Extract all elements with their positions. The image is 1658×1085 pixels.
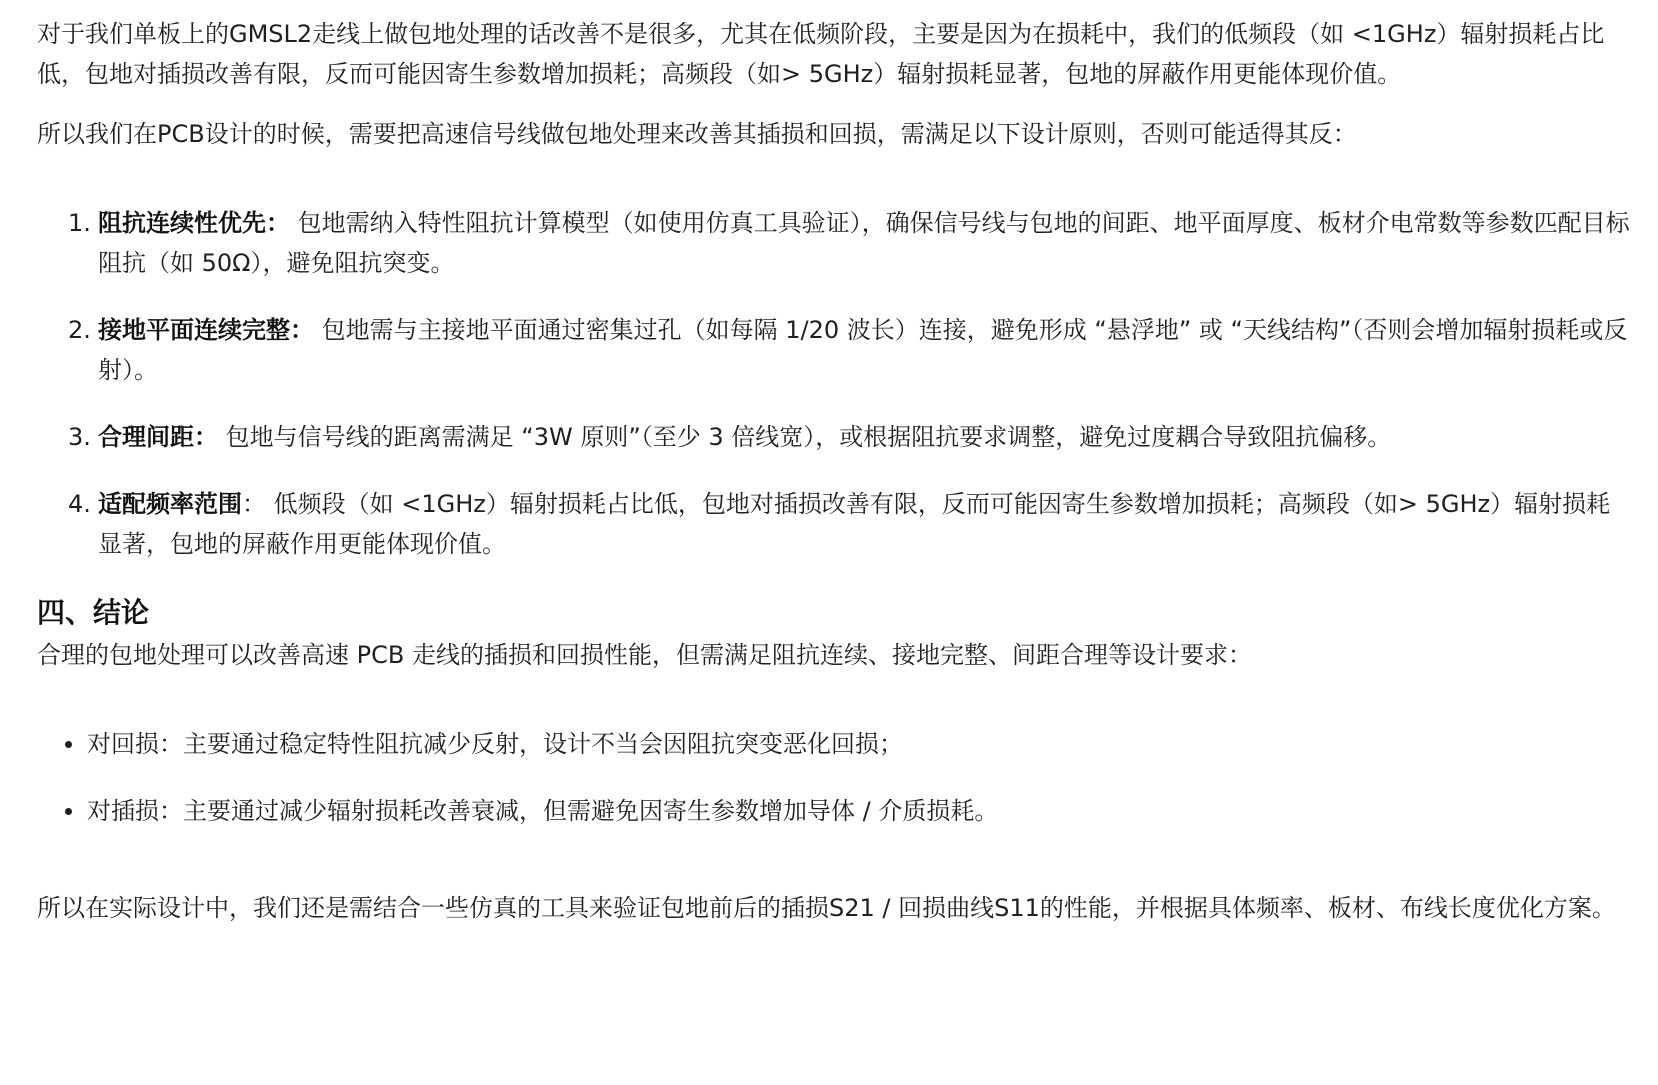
- principle-number: 1.: [68, 209, 91, 237]
- list-item-text: 对回损：主要通过稳定特性阻抗减少反射，设计不当会因阻抗突变恶化回损；: [87, 730, 903, 758]
- list-item: [87, 724, 1632, 764]
- principle-text: ： 低频段（如 <1GHz）辐射损耗占比低，包地对插损改善有限，反而可能因寄生参数增加损耗；高频段（如> 5GHz）辐射损耗显著，包地的屏蔽作用更能体现价值。: [98, 490, 1611, 558]
- principle-text: 包地与信号线的距离需满足 “3W 原则”（至少 3 倍线宽），或根据阻抗要求调整，避免过度耦合导致阻抗偏移。: [218, 423, 1392, 451]
- principle-title: 阻抗连续性优先：: [98, 209, 290, 237]
- conclusion-paragraph: 合理的包地处理可以改善高速 PCB 走线的插损和回损性能，但需满足阻抗连续、接地完整、间距合理等设计要求：: [37, 641, 1252, 669]
- closing-paragraph: 所以在实际设计中，我们还是需结合一些仿真的工具来验证包地前后的插损S21 / 回损曲线S11的性能，并根据具体频率、板材、布线长度优化方案。: [37, 894, 1616, 922]
- conclusion-list: [37, 724, 1632, 831]
- intro-paragraph: 对于我们单板上的GMSL2走线上做包地处理的话改善不是很多，尤其在低频阶段，主要是因为在损耗中，我们的低频段（如 <1GHz）辐射损耗占比低，包地对插损改善有限，反而可能因寄生参数增加损耗；高频段（如> 5GHz）辐射损耗显著，包地的屏蔽作用更能体现价值。: [37, 20, 1605, 88]
- list-item: [87, 791, 1632, 831]
- lead-paragraph: 所以我们在PCB设计的时候，需要把高速信号线做包地处理来改善其插损和回损，需满足以下设计原则，否则可能适得其反：: [37, 120, 1357, 148]
- principle-number: 3.: [68, 423, 91, 451]
- principle-title: 合理间距：: [98, 423, 218, 451]
- section-heading: 四、结论: [37, 596, 150, 629]
- principle-number: 4.: [68, 490, 91, 518]
- principle-title: 接地平面连续完整：: [98, 316, 314, 344]
- principle-item: [68, 417, 1632, 457]
- list-item-text: 对插损：主要通过减少辐射损耗改善衰减，但需避免因寄生参数增加导体 / 介质损耗。: [87, 797, 999, 825]
- principle-number: 2.: [68, 316, 91, 344]
- principle-item: [68, 203, 1632, 283]
- principle-item: [68, 310, 1632, 390]
- design-principles-list: [37, 203, 1632, 564]
- principle-text: 包地需与主接地平面通过密集过孔（如每隔 1/20 波长）连接，避免形成 “悬浮地” 或 “天线结构”（否则会增加辐射损耗或反射）。: [98, 316, 1628, 384]
- principle-title: 适配频率范围: [98, 490, 242, 518]
- bullet-dot-icon: [65, 741, 72, 748]
- bullet-dot-icon: [65, 808, 72, 815]
- principle-item: [68, 484, 1632, 564]
- principle-text: 包地需纳入特性阻抗计算模型（如使用仿真工具验证），确保信号线与包地的间距、地平面厚度、板材介电常数等参数匹配目标阻抗（如 50Ω），避免阻抗突变。: [98, 209, 1630, 277]
